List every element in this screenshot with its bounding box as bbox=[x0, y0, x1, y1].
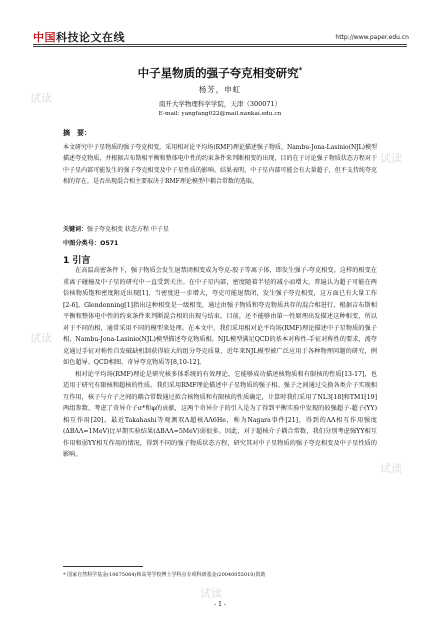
section-paragraph: 相对论平均场(RMF)理论是研究核多体系统的有效理论，它能够成功描述核物质和有限核的性质[13-17]，也适用于研究有限核和超核的性质。我们采用RMF理论描述中子星物质的强子相。强子之间通过交换各类介子实现相互作用，核子与介子之间的耦合常数通过拟合核物质和有限核的性质确定，计算时我们采用了NL3[18]和TM1[19]两组参数，考虑了奇异介子σ*和φ的贡献，这两个奇异介子的引入是为了得到平衡实验中发现的较强超子-超子(YY)相互作用[20]。最近Takahashi等观测双Λ超核ΛΛ6He，称为Nagara事件[21]，得到的ΛΛ相互作用强度(ΔBΛΛ≈1MeV)比早期实验结果(ΔBΛΛ≈5MeV)弱很多。因此，对于超核介子耦合常数，我们分别考虑强YY相互作用和弱YY相互作用的情况，得到不同的强子物质状态方程，研究其对中子星物质的强子夸克相变及中子星性质的影响。 bbox=[63, 370, 377, 458]
section-paragraph: 在高温高密条件下，强子物质会发生退禁闭相变成为夸克-胶子等离子体，即发生强子-夸克相变。这样的相变在重离子碰撞及中子星的研究中一直受到关注。在中子星内部，密度随着半径的减小而增大，普遍认为超子可能在两倍核物质饱和密度附近出现[1]，当密度进一步增大，夸克可能退禁闭，发生强子夸克相变，这方面已有大量工作[2-6]。Glendenning[1]指出这种相变是一级相变，通过由强子物质和夸克物质共存的混合相进行，根据吉布斯相平衡和整体电中性的约束条件来判断混合相的出现与结束。目前，还不能够由第一性原理出发描述这种相变，所以对于不同的相，通常采用不同的模型来处理。在本文中，我们采用相对论平均场(RMF)理论描述中子星物质的强子相，Nambu-Jona-Lasinio(NJL)模型描述夸克物质相。NJL模型满足QCD的基本对称性-手征对称性的要求，流夸克通过手征对称性自发破缺机制获得较大的组分夸克质量，近年来NJL模型被广泛应用于各种物理问题的研究，例如色超导、QCD相图、奇异夸克物质等[8,10-12]。 bbox=[63, 267, 377, 366]
watermark: 试读 bbox=[30, 92, 52, 105]
paper-title-text: 中子星物质的强子夸克相变研究 bbox=[137, 66, 299, 80]
abstract-text: 本文研究中子星物质的强子夸克相变。采用相对论平均场(RMF)理论描述强子物质，Nambu-Jona-Lasinio(NJL)模型描述夸克物质，并根据吉布斯相平衡和整体电中性的约束条件来判断相变的出现，目的在于讨论强子物质状态方程对于中子星内部可能发生的强子夸克相变及中子星性质的影响。结果表明，中子星内部可能会有大量超子，但不支持纯夸克相的存在，是否出现混合相主要取决于RMF理论模型中耦合常数的选取。 bbox=[63, 144, 377, 185]
keywords-line bbox=[63, 224, 377, 235]
site-url[interactable]: http://www.paper.edu.cn bbox=[335, 34, 409, 41]
header-rule bbox=[33, 44, 407, 45]
footnote-rule bbox=[63, 566, 143, 567]
section-heading: 1 引言 bbox=[63, 256, 91, 266]
watermark: 试读 bbox=[380, 152, 402, 165]
paper-title bbox=[0, 65, 440, 81]
watermark: 试读 bbox=[30, 332, 52, 345]
author-email[interactable]: E-mail: yangfang022@mail.nankai.edu.cn bbox=[158, 111, 282, 117]
header-rule-thin bbox=[33, 46, 407, 47]
keywords-label: 关键词： bbox=[63, 226, 88, 233]
logo-text: 科技论文在线 bbox=[56, 31, 125, 44]
keywords-value: 强子夸克相变 状态方程 中子星 bbox=[87, 226, 169, 233]
classification-line bbox=[63, 238, 118, 247]
section-body bbox=[63, 265, 377, 461]
abstract-body bbox=[63, 142, 377, 187]
classification-label: 中图分类号： bbox=[63, 240, 101, 247]
logo-mark: 中国 bbox=[33, 31, 56, 44]
watermark: 试读 bbox=[380, 462, 402, 475]
page-number: - 1 - bbox=[214, 601, 226, 608]
site-logo[interactable] bbox=[33, 29, 125, 45]
paper-authors: 杨芳，申虹 bbox=[198, 85, 242, 94]
classification-value: O571 bbox=[100, 240, 119, 247]
footnote: * 国家自然科学基金(10675064)和高等学校博士学科点专项科研基金(20040055010)资助 bbox=[63, 572, 266, 578]
paper-affiliation: 南开大学物理科学学院，天津（300071） bbox=[158, 100, 282, 108]
title-footnote-mark: * bbox=[298, 66, 303, 75]
page-header bbox=[0, 0, 440, 44]
abstract-heading: 摘 要： bbox=[63, 129, 91, 137]
watermark: 试读 bbox=[200, 587, 222, 600]
